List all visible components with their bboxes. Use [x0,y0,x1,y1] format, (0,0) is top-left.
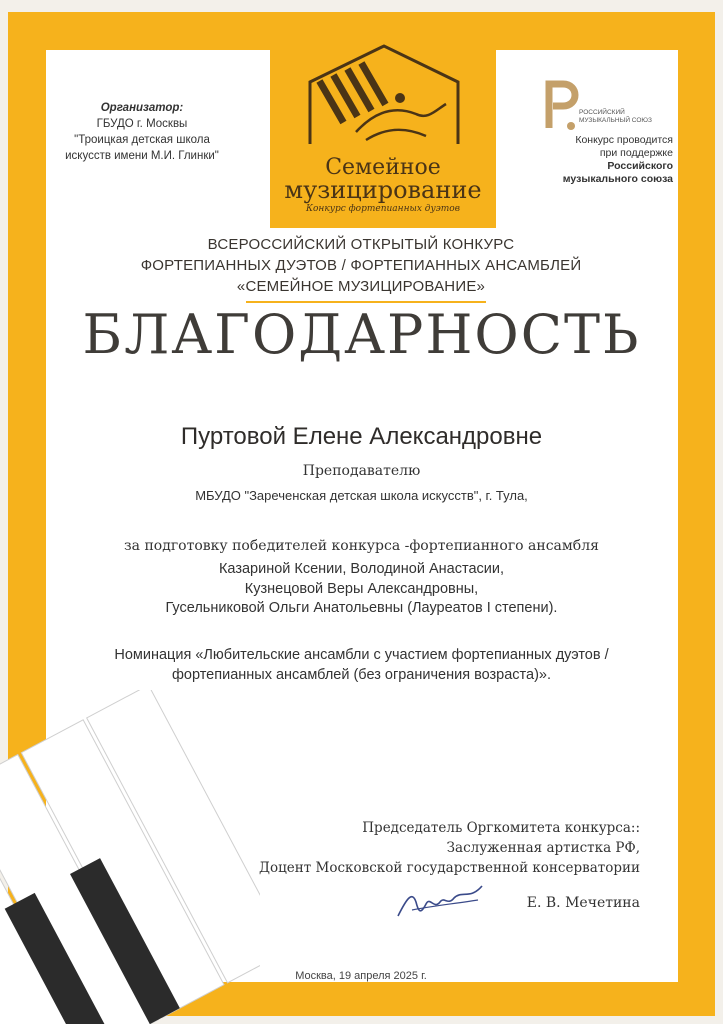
house-piano-logo-icon [296,40,472,152]
contest-title-line2: ФОРТЕПИАННЫХ ДУЭТОВ / ФОРТЕПИАННЫХ АНСАМБЛЕЙ [140,257,582,274]
signatory-name: Е. В. Мечетина [526,895,640,911]
contest-title-line1: ВСЕРОССИЙСКИЙ ОТКРЫТЫЙ КОНКУРС [207,236,515,253]
signatory-line: Доцент Московской государственной консерватории [259,860,640,876]
logo-subtitle: Конкурс фортепианных дуэтов [306,204,460,214]
document-title: БЛАГОДАРНОСТЬ [82,303,641,366]
student-line: Кузнецовой Веры Александровны, [244,580,479,597]
russian-music-union-logo-icon [545,78,675,134]
organizer-block [52,100,232,164]
student-line: Казариной Ксении, Володиной Анастасии, [218,561,504,577]
rms-note-line: Российского [607,160,673,172]
reason-intro: за подготовку победителей конкурса -фортепианного ансамбля [124,538,599,554]
signatory-line: Заслуженная артистка РФ, [446,840,640,856]
nomination-line: фортепианных ансамблей (без ограничения возраста)». [171,666,552,683]
organizer-line: ГБУДО г. Москвы [96,118,188,130]
place-date: Москва, 19 апреля 2025 г. [295,970,427,982]
logo-title-line1: Семейное [325,155,441,180]
rms-support-note [555,134,673,186]
signatory-line: Председатель Оргкомитета конкурса:: [362,820,640,836]
student-line: Гусельниковой Ольги Анатольевны (Лауреатов I степени). [165,600,558,616]
nomination-block [50,646,673,685]
organizer-line: "Троицкая детская школа [74,134,210,146]
organizer-heading: Организатор: [100,102,184,114]
signatory-titles [180,818,640,878]
nomination-line: Номинация «Любительские ансамбли с участием фортепианных дуэтов / [114,647,609,663]
contest-title-line3: «СЕМЕЙНОЕ МУЗИЦИРОВАНИЕ» [236,278,486,295]
organizer-line: искусств имени М.И. Глинки" [65,150,219,162]
rms-logo-line1: РОССИЙСКИЙ [579,109,625,116]
rms-note-line: при поддержке [599,147,673,159]
logo-title-line2: музицирование [284,176,482,204]
recipient-name: Пуртовой Елене Александровне [180,423,543,450]
rms-logo-line2: МУЗЫКАЛЬНЫЙ СОЮЗ [579,117,652,124]
recipient-role: Преподавателю [302,463,421,479]
recipient-school: МБУДО "Зареченская детская школа искусств", г. Тула, [195,488,528,503]
reason-students [60,560,663,619]
rms-note-line: Конкурс проводится [575,134,673,146]
rms-note-line: музыкального союза [562,173,673,185]
